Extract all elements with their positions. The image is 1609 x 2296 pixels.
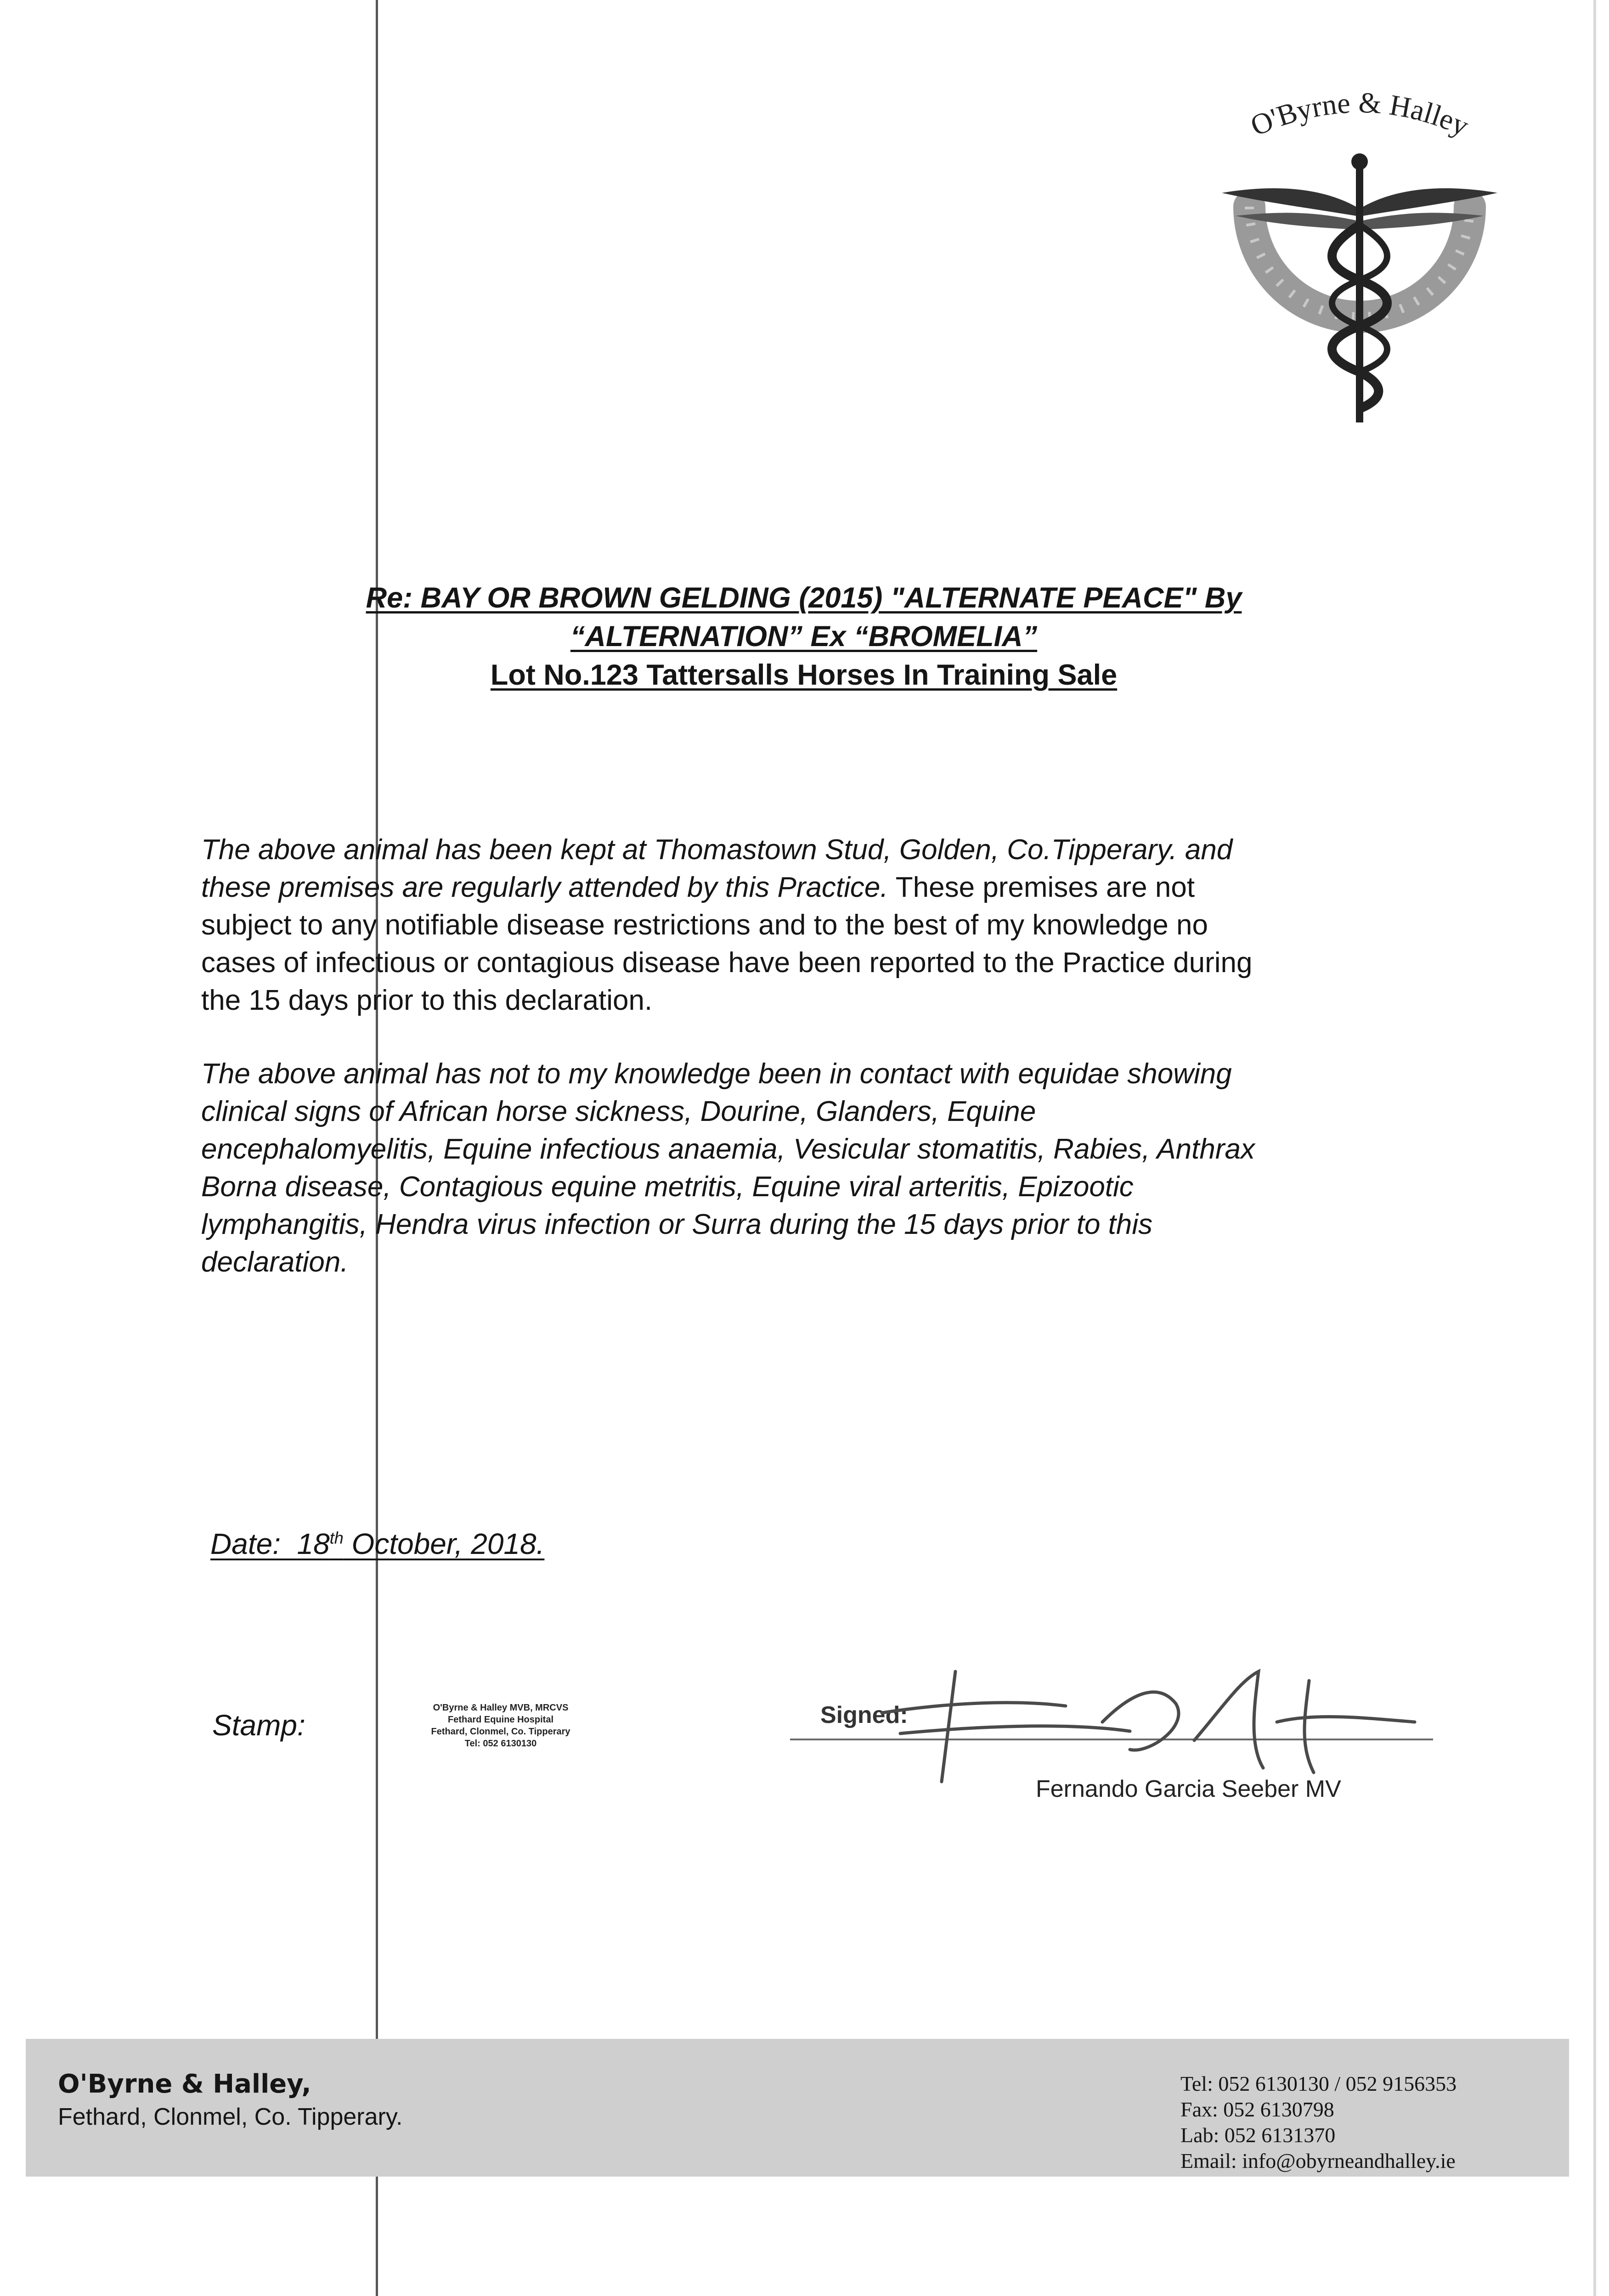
- date-day: 18: [297, 1527, 330, 1560]
- paragraph-line: the 15 days prior to this declaration.: [201, 985, 653, 1016]
- scan-edge-shadow: [1593, 0, 1596, 2296]
- stamp-line: Fethard, Clonmel, Co. Tipperary: [431, 1727, 570, 1737]
- stamp-line: O'Byrne & Halley MVB, MRCVS: [433, 1703, 569, 1713]
- footer-practice-name: O'Byrne & Halley,: [58, 2069, 311, 2099]
- paragraph-diseases: [201, 1055, 1423, 1281]
- svg-text:O'Byrne & Halley: [1246, 86, 1474, 142]
- date-rest: October, 2018.: [351, 1527, 545, 1560]
- paragraph-line-italic: these premises are regularly attended by this Practice.: [201, 872, 888, 903]
- date-label: Date:: [210, 1527, 281, 1560]
- paragraph-line: declaration.: [201, 1246, 349, 1278]
- paragraph-line: clinical signs of African horse sickness, Dourine, Glanders, Equine: [201, 1096, 1036, 1127]
- stamp-line: Tel: 052 6130130: [464, 1739, 537, 1749]
- practice-logo: [1185, 69, 1534, 455]
- paragraph-line: The above animal has not to my knowledge been in contact with equidae showing: [201, 1058, 1232, 1090]
- paragraph-line: lymphangitis, Hendra virus infection or Surra during the 15 days prior to this: [201, 1209, 1153, 1240]
- handwritten-signature: [873, 1653, 1433, 1791]
- paragraph-line: [201, 869, 1423, 906]
- paragraph-line: subject to any notifiable disease restrictions and to the best of my knowledge no: [201, 909, 1208, 941]
- paragraph-line: The above animal has been kept at Thomastown Stud, Golden, Co.Tipperary. and: [201, 834, 1233, 866]
- date-suffix: th: [329, 1528, 344, 1548]
- footer-lab: Lab: 052 6131370: [1180, 2123, 1336, 2147]
- stamp-label: Stamp:: [212, 1709, 305, 1742]
- heading-line-2: “ALTERNATION” Ex “BROMELIA”: [570, 620, 1038, 653]
- practice-stamp: [404, 1702, 597, 1750]
- declaration-date: [210, 1527, 544, 1561]
- footer-contacts: [1180, 2071, 1457, 2174]
- letterhead-footer: [26, 2039, 1569, 2177]
- signed-label: Signed:: [820, 1702, 908, 1728]
- logo-text: O'Byrne & Halley: [1246, 86, 1474, 142]
- paragraph-line: encephalomyelitis, Equine infectious anaemia, Vesicular stomatitis, Rabies, Anthrax: [201, 1133, 1255, 1165]
- footer-email: Email: info@obyrneandhalley.ie: [1180, 2149, 1456, 2172]
- footer-tel: Tel: 052 6130130 / 052 9156353: [1180, 2072, 1457, 2095]
- heading-line-1: Re: BAY OR BROWN GELDING (2015) "ALTERNATE PEACE" By: [366, 582, 1242, 614]
- paragraph-premises: [201, 831, 1423, 1019]
- heading-line-3: Lot No.123 Tattersalls Horses In Training Sale: [490, 659, 1118, 691]
- footer-fax: Fax: 052 6130798: [1180, 2098, 1334, 2121]
- stamp-line: Fethard Equine Hospital: [447, 1715, 554, 1725]
- paragraph-line: Borna disease, Contagious equine metritis, Equine viral arteritis, Epizootic: [201, 1171, 1134, 1203]
- signer-name: Fernando Garcia Seeber MV: [1036, 1776, 1341, 1802]
- document-heading: [239, 579, 1369, 694]
- paragraph-line: cases of infectious or contagious disease have been reported to the Practice during: [201, 947, 1253, 979]
- footer-address: Fethard, Clonmel, Co. Tipperary.: [58, 2104, 403, 2130]
- paragraph-line-regular: These premises are not: [888, 872, 1195, 903]
